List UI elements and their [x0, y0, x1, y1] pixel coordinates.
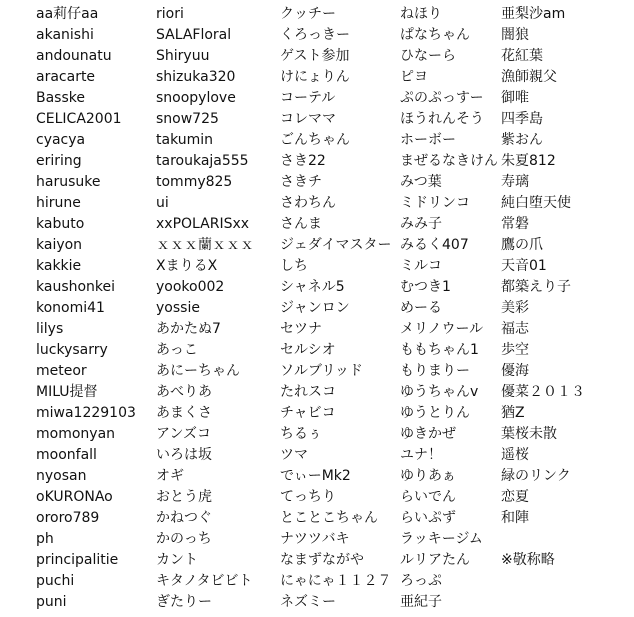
name-entry: tommy825: [156, 174, 233, 190]
name-entry: らいぷず: [400, 510, 456, 526]
name-entry: セツナ: [280, 321, 322, 337]
name-entry: 優菜２０１３: [501, 384, 585, 400]
name-entry: 葉桜未散: [501, 426, 557, 442]
name-entry: あかたぬ7: [156, 321, 221, 337]
name-entry: ナツツバキ: [280, 531, 350, 547]
name-entry: あにーちゃん: [156, 363, 240, 379]
name-entry: moonfall: [36, 447, 97, 463]
name-entry: アンズコ: [156, 426, 212, 442]
name-entry: てっちり: [280, 489, 336, 505]
name-entry: オギ: [156, 468, 184, 484]
name-entry: セルシオ: [280, 342, 336, 358]
name-entry: 恋夏: [501, 489, 529, 505]
name-entry: kaushonkei: [36, 279, 116, 295]
name-entry: 美彩: [501, 300, 529, 316]
name-entry: xxPOLARISxx: [156, 216, 250, 232]
name-entry: nyosan: [36, 468, 87, 484]
name-entry: クッチー: [280, 6, 336, 22]
name-entry: puchi: [36, 573, 75, 589]
name-entry: ユナ！: [400, 447, 442, 463]
name-entry: たれスコ: [280, 384, 336, 400]
name-entry: いろは坂: [156, 447, 212, 463]
name-entry: ゲスト参加: [280, 48, 350, 64]
name-entry: kakkie: [36, 258, 82, 274]
name-entry: miwa1229103: [36, 405, 136, 421]
name-entry: ui: [156, 195, 169, 211]
name-entry: ねほり: [400, 6, 442, 22]
name-entry: さわちん: [280, 195, 336, 211]
name-entry: あっこ: [156, 342, 198, 358]
name-entry: Shiryuu: [156, 48, 210, 64]
name-entry: Basske: [36, 90, 85, 106]
name-entry: ぷのぷっすー: [400, 90, 484, 106]
name-entry: meteor: [36, 363, 87, 379]
name-entry: かのっち: [156, 531, 212, 547]
name-entry: ほうれんそう: [400, 111, 484, 127]
name-entry: hirune: [36, 195, 81, 211]
name-entry: にゃにゃ１１２７: [280, 573, 392, 589]
name-entry: ｘｘｘ蘭ｘｘｘ: [156, 237, 254, 253]
name-entry: ph: [36, 531, 54, 547]
name-entry: コーテル: [280, 90, 336, 106]
name-column: [36, 4, 154, 613]
name-entry: 亜梨沙am: [501, 6, 566, 22]
name-entry: ホーボー: [400, 132, 456, 148]
name-entry: aracarte: [36, 69, 96, 85]
name-entry: 和陣: [501, 510, 529, 526]
name-entry: cyacya: [36, 132, 86, 148]
name-entry: みみ子: [400, 216, 442, 232]
name-entry: 福志: [501, 321, 529, 337]
name-entry: 常磐: [501, 216, 529, 232]
name-entry: 鷹の爪: [501, 237, 543, 253]
name-entry: 闇狼: [501, 27, 529, 43]
name-entry: andounatu: [36, 48, 112, 64]
name-entry: yossie: [156, 300, 200, 316]
name-entry: 歩空: [501, 342, 529, 358]
name-entry: カント: [156, 552, 198, 568]
name-entry: むつき1: [400, 279, 451, 295]
name-entry: ろっぷ: [400, 573, 442, 589]
name-entry: ごんちゃん: [280, 132, 350, 148]
name-column: [400, 4, 498, 613]
name-entry: ゆりあぁ: [400, 468, 456, 484]
name-entry: ツマ: [280, 447, 308, 463]
name-entry: taroukaja555: [156, 153, 249, 169]
name-entry: 御唯: [501, 90, 529, 106]
name-entry: snow725: [156, 111, 219, 127]
name-column: [501, 4, 631, 571]
name-entry: kabuto: [36, 216, 85, 232]
name-entry: 寿璃: [501, 174, 529, 190]
name-entry: momonyan: [36, 426, 116, 442]
name-entry: ※敬称略: [501, 552, 555, 568]
name-entry: 朱夏812: [501, 153, 556, 169]
name-entry: XまりるX: [156, 258, 218, 274]
name-entry: riori: [156, 6, 184, 22]
name-entry: ラッキージム: [400, 531, 483, 547]
name-entry: 遥桜: [501, 447, 529, 463]
name-entry: メリノウール: [400, 321, 484, 337]
name-entry: ちるぅ: [280, 426, 322, 442]
name-entry: チャビコ: [280, 405, 336, 421]
name-entry: ジェダイマスター: [280, 237, 392, 253]
name-entry: くろっきー: [280, 27, 350, 43]
name-entry: ネズミー: [280, 594, 336, 610]
name-entry: ピヨ: [400, 69, 428, 85]
name-entry: 四季島: [501, 111, 543, 127]
name-entry: 花紅葉: [501, 48, 543, 64]
name-entry: 天音01: [501, 258, 547, 274]
name-entry: けにょりん: [280, 69, 350, 85]
name-entry: lilys: [36, 321, 64, 337]
name-entry: ジャンロン: [280, 300, 350, 316]
name-entry: でぃーMk2: [280, 468, 351, 484]
name-entry: akanishi: [36, 27, 94, 43]
name-entry: konomi41: [36, 300, 105, 316]
name-entry: aa莉仔aa: [36, 6, 99, 22]
name-entry: yooko002: [156, 279, 225, 295]
name-entry: ソルブリッド: [280, 363, 363, 379]
name-entry: おとう虎: [156, 489, 212, 505]
name-entry: みつ葉: [400, 174, 442, 190]
name-entry: takumin: [156, 132, 214, 148]
name-entry: ぱなちゃん: [400, 27, 470, 43]
name-entry: ひなーら: [400, 48, 456, 64]
name-entry: めーる: [400, 300, 442, 316]
name-entry: ororo789: [36, 510, 100, 526]
name-entry: さき22: [280, 153, 326, 169]
name-entry: SALAFloral: [156, 27, 232, 43]
name-entry: まぜるなきけん: [400, 153, 498, 169]
name-entry: 純白堕天使: [501, 195, 571, 211]
name-entry: principalitie: [36, 552, 119, 568]
name-entry: さんま: [280, 216, 322, 232]
name-entry: 優海: [501, 363, 529, 379]
name-entry: ゆうちゃんv: [400, 384, 479, 400]
name-entry: とことこちゃん: [280, 510, 378, 526]
name-entry: ゆうとりん: [400, 405, 470, 421]
name-entry: kaiyon: [36, 237, 83, 253]
name-entry: 緑のリンク: [501, 468, 571, 484]
name-entry: eriring: [36, 153, 82, 169]
name-entry: ルリアたん: [400, 552, 470, 568]
name-entry: 猶Z: [501, 405, 525, 421]
name-entry: しち: [280, 258, 308, 274]
name-entry: あまくさ: [156, 405, 212, 421]
name-entry: シャネル5: [280, 279, 345, 295]
name-entry: あべりあ: [156, 384, 212, 400]
name-entry: luckysarry: [36, 342, 108, 358]
name-entry: [501, 529, 631, 550]
name-entry: みるく407: [400, 237, 469, 253]
name-entry: ミドリンコ: [400, 195, 470, 211]
name-entry: ぎたりー: [156, 594, 212, 610]
name-entry: 都築えり子: [501, 279, 571, 295]
name-entry: CELICA2001: [36, 111, 122, 127]
name-entry: コレママ: [280, 111, 336, 127]
name-entry: 漁師親父: [501, 69, 557, 85]
name-entry: snoopylove: [156, 90, 236, 106]
name-entry: puni: [36, 594, 67, 610]
name-entry: らいでん: [400, 489, 456, 505]
name-entry: MILU提督: [36, 384, 98, 400]
name-entry: さきチ: [280, 174, 322, 190]
name-entry: 紫おん: [501, 132, 543, 148]
name-entry: かねつぐ: [156, 510, 212, 526]
name-entry: shizuka320: [156, 69, 236, 85]
name-entry: なまずながや: [280, 552, 364, 568]
name-entry: harusuke: [36, 174, 101, 190]
name-entry: もりまりー: [400, 363, 470, 379]
name-entry: 亜紀子: [400, 594, 442, 610]
name-entry: ももちゃん1: [400, 342, 479, 358]
name-entry: キタノタビビト: [156, 573, 253, 589]
name-column: [156, 4, 278, 613]
name-column: [280, 4, 398, 613]
name-entry: oKURONAo: [36, 489, 113, 505]
name-entry: ミルコ: [400, 258, 442, 274]
name-entry: ゆきかぜ: [400, 426, 456, 442]
